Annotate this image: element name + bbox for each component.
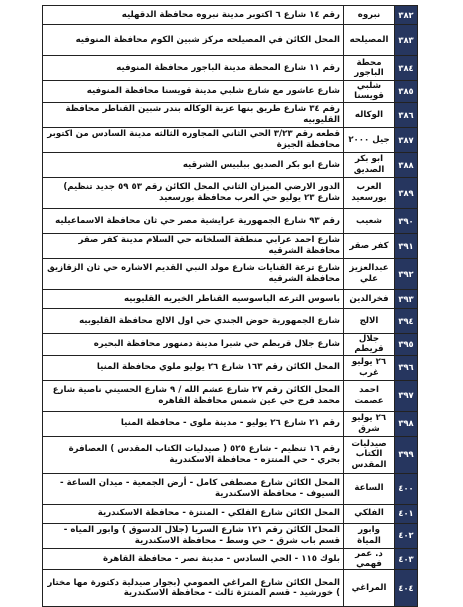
pharmacy-name: صيدليات الكتاب المقدس (344, 436, 395, 473)
table-row (43, 473, 418, 504)
table-row (43, 152, 418, 177)
table-row (43, 570, 418, 607)
row-number: ٣٨٥ (395, 81, 418, 103)
table-row (43, 523, 418, 548)
pharmacy-name: عبدالعزيز علي (344, 258, 395, 289)
pharmacy-name: جيل ٢٠٠٠ (344, 127, 395, 152)
row-number: ٣٩١ (395, 233, 418, 258)
pharmacy-name: الفلكي (344, 504, 395, 523)
pharmacy-address: شارع جلال قريطم حي شبرا مدينة دمنهور محافظة البحيره (43, 333, 344, 355)
pharmacy-name: الوكاله (344, 102, 395, 127)
pharmacy-name: المصيلحه (344, 25, 395, 56)
table-row (43, 81, 418, 103)
table-row (43, 380, 418, 411)
row-number: ٣٩٠ (395, 208, 418, 233)
table-row (43, 6, 418, 25)
pharmacy-name: وابور المياة (344, 523, 395, 548)
pharmacy-name: ابو بكر الصديق (344, 152, 395, 177)
pharmacy-name: د. عمر فهمي (344, 548, 395, 570)
row-number: ٣٨٨ (395, 152, 418, 177)
row-number: ٣٩٢ (395, 258, 418, 289)
row-number: ٣٩٧ (395, 380, 418, 411)
pharmacy-address: شارع عاشور مع شارع شلبي مدينة قويسنا محافظة المنوفيه (43, 81, 344, 103)
row-number: ٤٠١ (395, 504, 418, 523)
row-number: ٣٩٤ (395, 308, 418, 333)
pharmacy-address: رقم ١١ شارع المحطة مدينة الباجور محافظة المنوفيه (43, 56, 344, 81)
table-row (43, 548, 418, 570)
pharmacy-name: الساعة (344, 473, 395, 504)
pharmacy-name: المراغي (344, 570, 395, 607)
row-number: ٣٨٢ (395, 6, 418, 25)
table-row (43, 208, 418, 233)
row-number: ٣٨٧ (395, 127, 418, 152)
pharmacy-name: كفر صقر (344, 233, 395, 258)
table-row (43, 258, 418, 289)
row-number: ٤٠٠ (395, 473, 418, 504)
pharmacy-table (42, 5, 418, 607)
pharmacy-name: شعيب (344, 208, 395, 233)
pharmacy-table-body (43, 6, 418, 607)
row-number: ٣٩٦ (395, 355, 418, 380)
pharmacy-name: محطة الباجور (344, 56, 395, 81)
pharmacy-address: قطعه رقم ٣/٢٣ الحي الثاني المجاوره الثالثه مدينة السادس من اكتوبر محافظة الجيزة (43, 127, 344, 152)
table-row (43, 355, 418, 380)
pharmacy-name: جلال قريطم (344, 333, 395, 355)
row-number: ٣٩٥ (395, 333, 418, 355)
pharmacy-address: رقم ١٦ تنظيم - شارع ٥٢٥ ( صيدليات الكتاب المقدس ) العصافرة بحري - حي المنتزه - محافظة الاسكندرية (43, 436, 344, 473)
pharmacy-name: ٢٦ يوليو غرب (344, 355, 395, 380)
pharmacy-address: شارع ابو بكر الصديق ببلبيس الشرقيه (43, 152, 344, 177)
table-row (43, 177, 418, 208)
table-row (43, 436, 418, 473)
pharmacy-address: شارع ترعة القنايات شارع مولد النبي القديم الاشاره حي ثان الزقازيق محافظة الشرقيه (43, 258, 344, 289)
row-number: ٣٩٣ (395, 289, 418, 308)
pharmacy-name: نبروه (344, 6, 395, 25)
pharmacy-name: ٢٦ يوليو شرق (344, 411, 395, 436)
pharmacy-name: العرب بورسعيد (344, 177, 395, 208)
pharmacy-address: رقم ٢١ شارع ٢٦ يوليو - مدينة ملوى - محافظة المنيا (43, 411, 344, 436)
row-number: ٣٩٩ (395, 436, 418, 473)
pharmacy-address: المحل الكائن شارع الفلكي - المنتزة - محافظة الاسكندرية (43, 504, 344, 523)
row-number: ٣٨٤ (395, 56, 418, 81)
table-row (43, 102, 418, 127)
pharmacy-address: المحل الكائن رقم ١٦٣ شارع ٢٦ يوليو ملوي محافظة المنيا (43, 355, 344, 380)
pharmacy-address: المحل الكائن رقم ٢٧ شارع عشم الله / ٩ شارع الحسيني ناصية شارع محمد فرج حي عين شمس محافظة القاهره (43, 380, 344, 411)
table-row (43, 333, 418, 355)
table-row (43, 25, 418, 56)
table-row (43, 127, 418, 152)
pharmacy-name: فخرالدين (344, 289, 395, 308)
pharmacy-address: باسوس الترعه الباسوسيه القناطر الخيريه القليوبيه (43, 289, 344, 308)
pharmacy-address: المحل الكائن رقم ١٢١ شارع السريا (جلال الدسوق ) وابور المياه - قسم باب شرق - حي وسط - محافظة الاسكندرية (43, 523, 344, 548)
pharmacy-address: شارع الجمهورية حوض الجندي حي اول الالج محافظة القليوبيه (43, 308, 344, 333)
pharmacy-address: المحل الكائن شارع مصطفى كامل - أرض الجمعية - ميدان الساعة - السيوف - محافظة الاسكندرية (43, 473, 344, 504)
row-number: ٤٠٤ (395, 570, 418, 607)
table-row (43, 411, 418, 436)
pharmacy-address: شارع احمد عرابي منطقة السلخانه حي السلام مدينة كفر صقر محافظة الشرقيه (43, 233, 344, 258)
row-number: ٣٨٦ (395, 102, 418, 127)
table-row (43, 504, 418, 523)
pharmacy-address: رقم ١٤ شارع ٦ اكتوبر مدينة نبروه محافظة الدقهليه (43, 6, 344, 25)
pharmacy-name: احمد عصمت (344, 380, 395, 411)
pharmacy-address: الدور الارضي الميزان الثاني المحل الكائن رقم ٥٣ ٥٩ جديد تنظيم) شارع ٢٣ يوليو حي العرب محافظة بورسعيد (43, 177, 344, 208)
pharmacy-address: المحل الكائن شارع المراغي العمومي (بجوار صيدلية دكتورة مها مختار ) خورشيد - قسم المنتزة ثالث - محافظة الاسكندرية (43, 570, 344, 607)
pharmacy-address: المحل الكائن في المصيلحه مركز شبين الكوم محافظة المنوفيه (43, 25, 344, 56)
table-row (43, 56, 418, 81)
table-row (43, 233, 418, 258)
table-row (43, 289, 418, 308)
pharmacy-address: رقم ٣٤ شارع طريق بنها عزبة الوكاله بندر شبين القناطر محافظة القليوبيه (43, 102, 344, 127)
row-number: ٣٩٨ (395, 411, 418, 436)
table-row (43, 308, 418, 333)
row-number: ٤٠٣ (395, 548, 418, 570)
pharmacy-name: شلبي قويسنا (344, 81, 395, 103)
row-number: ٣٨٣ (395, 25, 418, 56)
pharmacy-name: الالج (344, 308, 395, 333)
pharmacy-address: رقم ٩٣ شارع الجمهورية عرايشية مصر حي ثان محافظة الاسماعيليه (43, 208, 344, 233)
pharmacy-address: بلوك ١١٥ - الحي السادس - مدينة نصر - محافظة القاهرة (43, 548, 344, 570)
row-number: ٤٠٢ (395, 523, 418, 548)
row-number: ٣٨٩ (395, 177, 418, 208)
